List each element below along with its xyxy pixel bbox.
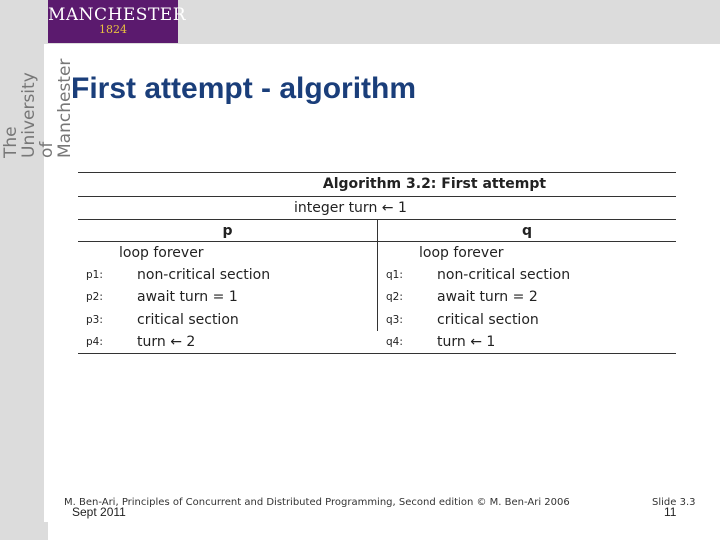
university-logo [48, 0, 186, 43]
statement-label: p3: [86, 313, 103, 326]
statement-row [78, 286, 377, 308]
statement-text: critical section [437, 311, 539, 328]
slide-title: First attempt - algorithm [71, 72, 417, 105]
process-q-column [377, 220, 676, 350]
bottom-band [44, 522, 48, 540]
statement-text: turn ← 2 [137, 333, 196, 350]
statement-text: turn ← 1 [437, 333, 496, 350]
page-number: 11 [664, 505, 677, 519]
statement-label: q2: [386, 291, 403, 304]
statement-row [78, 264, 377, 286]
logo-year: 1824 [99, 23, 127, 36]
statement-label: q3: [386, 313, 403, 326]
process-q-header: q [378, 220, 676, 242]
process-p-header: p [78, 220, 377, 242]
statement-text: non-critical section [437, 267, 571, 283]
statement-row [378, 264, 676, 286]
statement-label: p1: [86, 269, 103, 281]
statement-label: p2: [86, 291, 103, 304]
statement-text: non-critical section [137, 267, 271, 283]
statement-label: q4: [386, 335, 403, 348]
algorithm-box [78, 172, 676, 354]
process-q-loop: loop forever [419, 245, 504, 261]
source-slide-number: Slide 3.3 [652, 497, 696, 508]
university-vertical-name [1, 46, 75, 158]
statement-row [78, 331, 377, 353]
logo-name: MANCHESTER [48, 5, 186, 25]
statement-label: q1: [386, 269, 403, 281]
vertical-name-line1: The University [1, 72, 39, 158]
source-credit-text: M. Ben-Ari, Principles of Concurrent and Distributed Programming, Second edition © M. Ben-Ari 2006 [64, 497, 570, 508]
process-p-loop: loop forever [119, 245, 204, 261]
algorithm-declaration: integer turn ← 1 [78, 197, 676, 220]
statement-row [378, 331, 676, 353]
statement-row [378, 286, 676, 308]
footer-date: Sept 2011 [72, 505, 126, 519]
process-columns [78, 220, 676, 350]
statement-row [378, 309, 676, 331]
algorithm-title: Algorithm 3.2: First attempt [78, 173, 676, 197]
process-p-column [78, 220, 377, 350]
statement-text: critical section [137, 311, 239, 328]
statement-label: p4: [86, 335, 103, 348]
statement-text: await turn = 1 [137, 289, 238, 306]
vertical-name-line2: of Manchester [37, 58, 75, 158]
statement-text: await turn = 2 [437, 289, 538, 306]
source-credit [64, 497, 704, 508]
statement-row [78, 309, 377, 331]
